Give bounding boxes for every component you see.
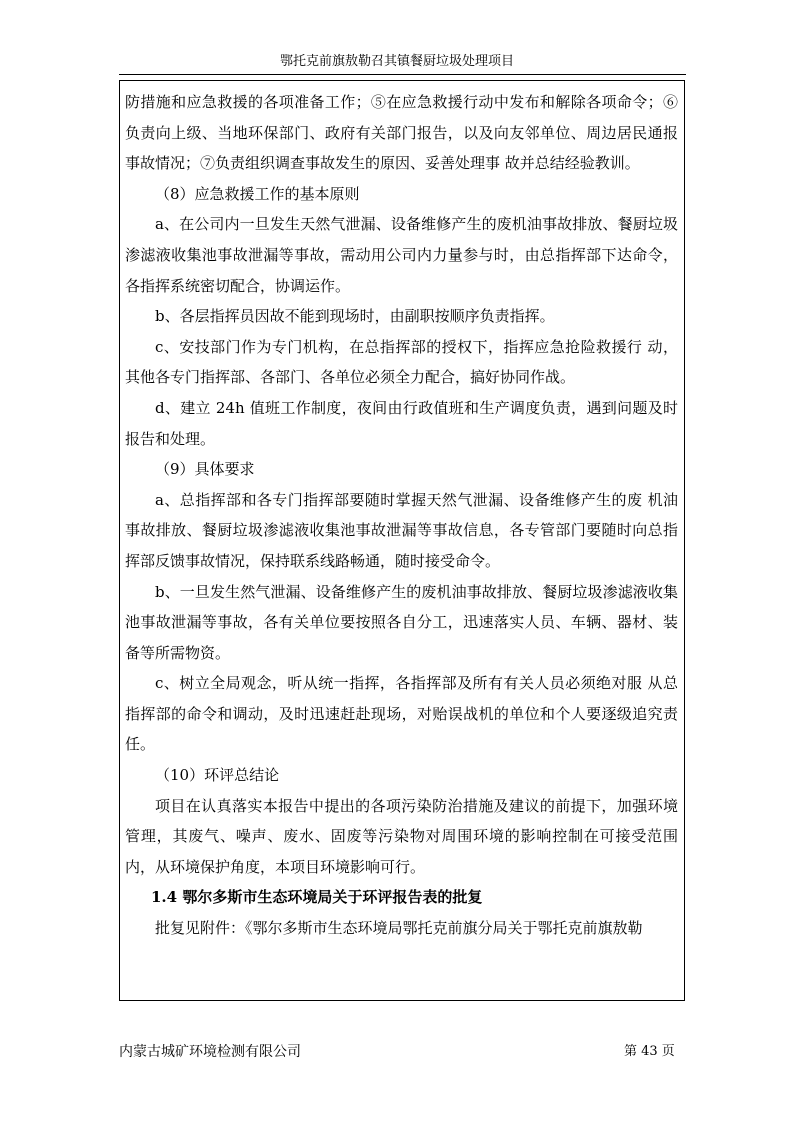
section-heading-1-4: 1.4 鄂尔多斯市生态环境局关于环评报告表的批复	[151, 888, 483, 907]
paragraph-8c: c、安技部门作为专门机构，在总指挥部的授权下，指挥应急抢险救援行 动，其他各专门指挥部、各部门、各单位必须全力配合，搞好协同作战。	[125, 337, 678, 387]
paragraph-9c: c、树立全局观念，听从统一指挥，各指挥部及所有有关人员必须绝对服 从总指挥部的命令和调动，及时迅速赶赴现场，对贻误战机的单位和个人要逐级追究责任。	[125, 674, 678, 754]
paragraph-9a: a、总指挥部和各专门指挥部要随时掌握天然气泄漏、设备维修产生的废 机油事故排放、餐厨垃圾渗滤液收集池事故泄漏等事故信息，各专管部门要随时向总指挥部反馈事故情况，保持联系线路畅通，随时接受命令。	[125, 490, 678, 570]
paragraph-9b: b、一旦发生然气泄漏、设备维修产生的废机油事故排放、餐厨垃圾渗滤液收集池事故泄漏等事故，各有关单位要按照各自分工，迅速落实人员、车辆、器材、装备等所需物资。	[125, 582, 678, 662]
paragraph-8d: d、建立 24h 值班工作制度，夜间由行政值班和生产调度负责，遇到问题及时报告和处理。	[125, 398, 678, 448]
header-divider	[119, 74, 686, 75]
page-header-title: 鄂托克前旗敖勒召其镇餐厨垃圾处理项目	[279, 54, 514, 69]
section-heading-9: （9）具体要求	[155, 460, 255, 479]
section-heading-10: （10）环评总结论	[155, 766, 280, 785]
paragraph-8a: a、在公司内一旦发生天然气泄漏、设备维修产生的废机油事故排放、餐厨垃圾渗滤液收集池事故泄漏等事故，需动用公司内力量参与时，由总指挥部下达命令，各指挥系统密切配合，协调运作。	[125, 215, 678, 295]
paragraph-continued: 防措施和应急救援的各项准备工作；⑤在应急救援行动中发布和解除各项命令；⑥负责向上级、当地环保部门、政府有关部门报告，以及向友邻单位、周边居民通报事故情况；⑦负责组织调查事故发生的原因、妥善处理事 故并总结经验教训。	[125, 93, 678, 173]
paragraph-10: 项目在认真落实本报告中提出的各项污染防治措施及建议的前提下，加强环境管理，其废气、噪声、废水、固废等污染物对周围环境的影响控制在可接受范围内，从环境保护角度，本项目环境影响可行。	[125, 796, 678, 876]
footer-company: 内蒙古城矿环境检测有限公司	[119, 1044, 301, 1060]
section-heading-8: （8）应急救援工作的基本原则	[155, 184, 360, 203]
paragraph-1-4: 批复见附件：《鄂尔多斯市生态环境局鄂托克前旗分局关于鄂托克前旗敖勒	[155, 919, 643, 938]
document-body	[125, 87, 678, 944]
footer-page-number: 第 43 页	[624, 1044, 675, 1059]
paragraph-8b: b、各层指挥员因故不能到现场时，由副职按顺序负责指挥。	[155, 307, 555, 326]
